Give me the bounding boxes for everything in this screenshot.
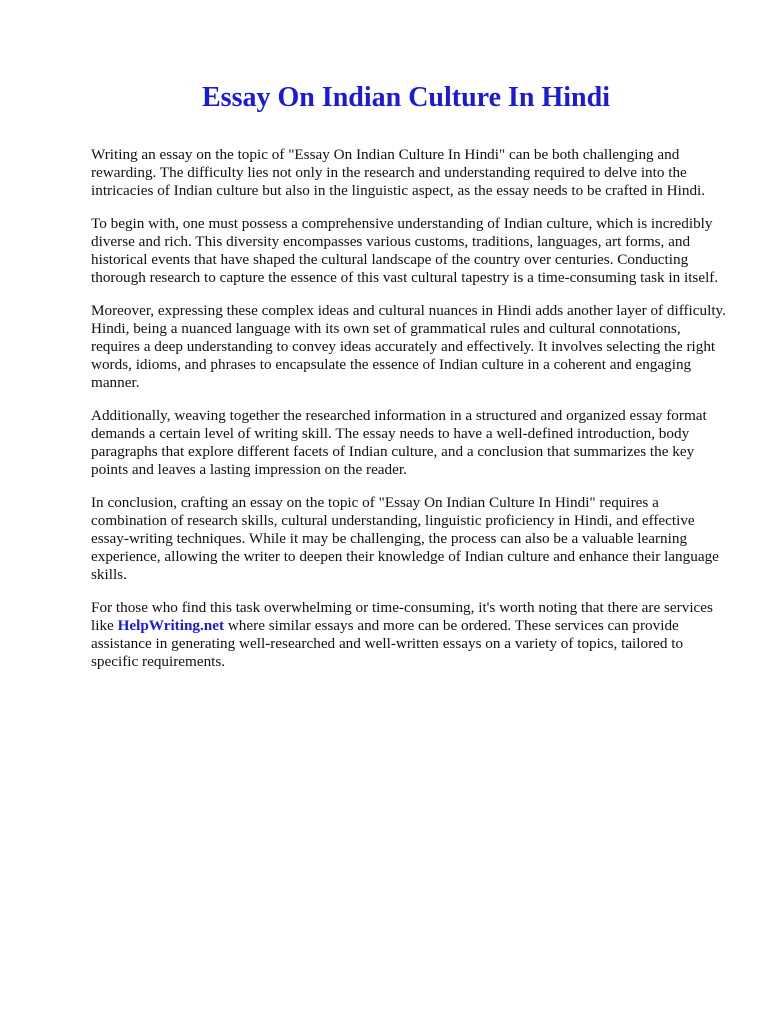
paragraph-4: Additionally, weaving together the researched information in a structured and organized essay format demands a certain level of writing skill. The essay needs to have a well-defined introduction, body paragraphs that explore different facets of Indian culture, and a conclusion that summarizes the key points and leaves a lasting impression on the reader.	[91, 407, 707, 478]
essay-body	[91, 146, 731, 686]
paragraph-6-text-after-link: where similar essays and more can be ordered. These services can provide assistance in generating well-researched and well-written essays on a variety of topics, tailored to specific requirements.	[91, 617, 684, 670]
paragraph-5: In conclusion, crafting an essay on the topic of "Essay On Indian Culture In Hindi" requires a combination of research skills, cultural understanding, linguistic proficiency in Hindi, and effective essay-writing techniques. While it may be challenging, the process can also be a valuable learning experience, allowing the writer to deepen their knowledge of Indian culture and enhance their language skills.	[91, 494, 719, 583]
paragraph-3: Moreover, expressing these complex ideas and cultural nuances in Hindi adds another layer of difficulty. Hindi, being a nuanced language with its own set of grammatical rules and cultural connotations, requires a deep understanding to convey ideas accurately and effectively. It involves selecting the right words, idioms, and phrases to encapsulate the essence of Indian culture in a coherent and engaging manner.	[91, 302, 726, 391]
paragraph-6-text-before-link: For those who find this task overwhelming or time-consuming, it's worth noting that there are services like	[91, 599, 713, 634]
helpwriting-link[interactable]: HelpWriting.net	[117, 617, 225, 634]
paragraph-1: Writing an essay on the topic of "Essay On Indian Culture In Hindi" can be both challenging and rewarding. The difficulty lies not only in the research and understanding required to delve into the intricacies of Indian culture but also in the linguistic aspect, as the essay needs to be crafted in Hindi.	[91, 146, 706, 199]
paragraph-2: To begin with, one must possess a comprehensive understanding of Indian culture, which is incredibly diverse and rich. This diversity encompasses various customs, traditions, languages, art forms, and historical events that have shaped the cultural landscape of the country over centuries. Conducting thorough research to capture the essence of this vast cultural tapestry is a time-consuming task in itself.	[91, 215, 719, 286]
page-title: Essay On Indian Culture In Hindi	[202, 82, 610, 113]
paragraph-6	[91, 599, 731, 671]
